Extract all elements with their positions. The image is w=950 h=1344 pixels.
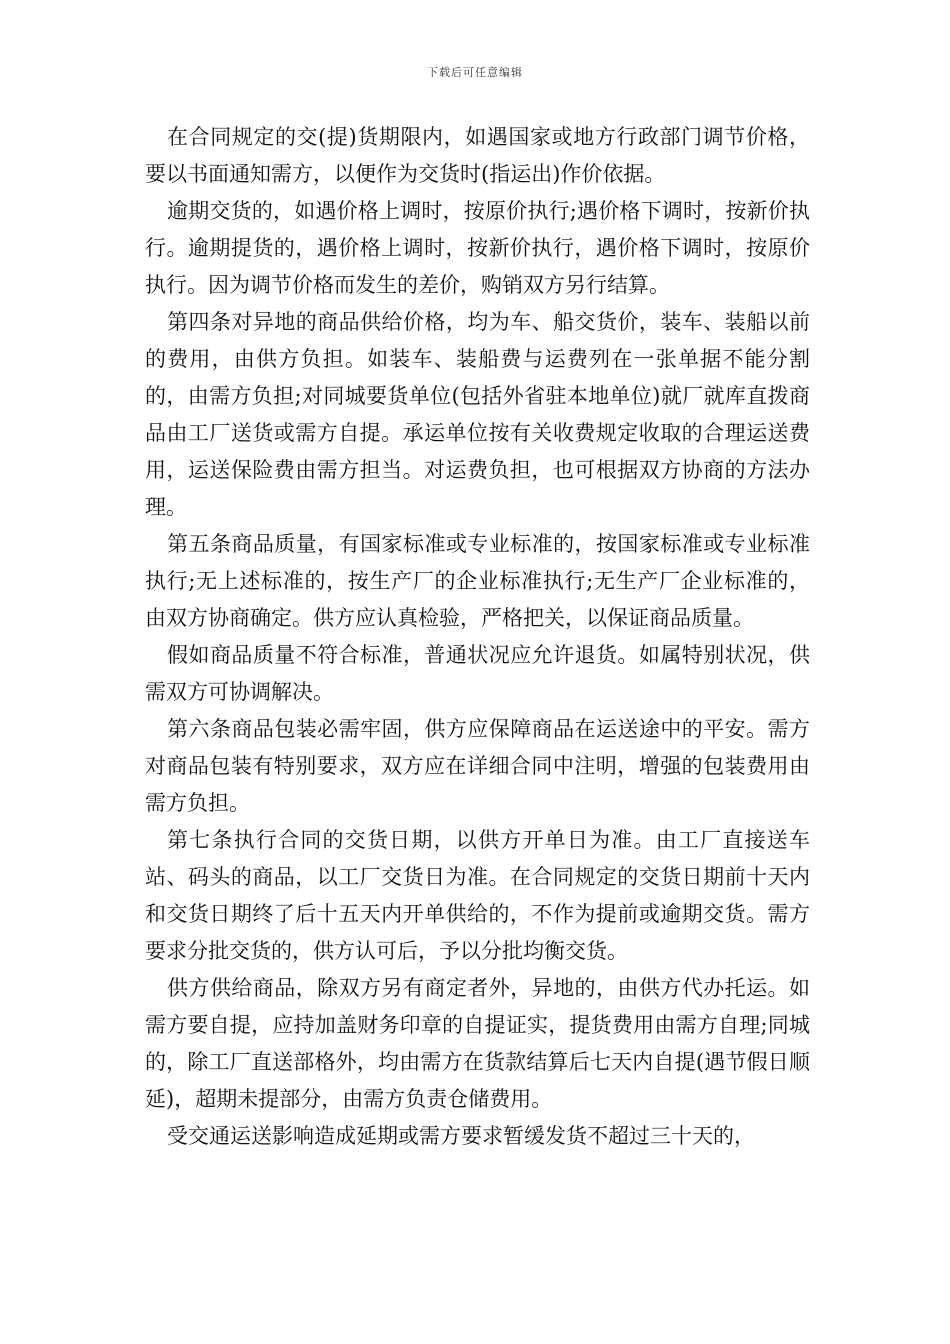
document-body [145, 119, 810, 1155]
paragraph: 在合同规定的交(提)货期限内，如遇国家或地方行政部门调节价格，要以书面通知需方，以便作为交货时(指运出)作价依据。 [145, 125, 810, 186]
page-header: 下载后可任意编辑 [427, 66, 523, 79]
paragraph: 供方供给商品，除双方另有商定者外，异地的，由供方代办托运。如需方要自提，应持加盖财务印章的自提证实，提货费用由需方自理;同城的，除工厂直送部格外，均由需方在货款结算后七天内自提(遇节假日顺延)，超期未提部分，由需方负责仓储费用。 [145, 976, 810, 1111]
paragraph: 假如商品质量不符合标准，普通状况应允许退货。如属特别状况，供需双方可协调解决。 [145, 643, 810, 704]
paragraph: 第六条商品包装必需牢固，供方应保障商品在运送途中的平安。需方对商品包装有特别要求，双方应在详细合同中注明，增强的包装费用由需方负担。 [145, 717, 810, 815]
paragraph: 第七条执行合同的交货日期，以供方开单日为准。由工厂直接送车站、码头的商品，以工厂交货日为准。在合同规定的交货日期前十天内和交货日期终了后十五天内开单供给的，不作为提前或逾期交货。需方要求分批交货的，供方认可后，予以分批均衡交货。 [145, 828, 810, 963]
paragraph: 受交通运送影响造成延期或需方要求暂缓发货不超过三十天的， [167, 1124, 756, 1148]
paragraph: 第五条商品质量，有国家标准或专业标准的，按国家标准或专业标准执行;无上述标准的，按生产厂的企业标准执行;无生产厂企业标准的，由双方协商确定。供方应认真检验，严格把关，以保证商品质量。 [145, 532, 810, 630]
paragraph: 第四条对异地的商品供给价格，均为车、船交货价，装车、装船以前的费用，由供方负担。如装车、装船费与运费列在一张单据不能分割的，由需方负担;对同城要货单位(包括外省驻本地单位)就厂就库直拨商品由工厂送货或需方自提。承运单位按有关收费规定收取的合理运送费用，运送保险费由需方担当。对运费负担，也可根据双方协商的方法办理。 [145, 310, 810, 519]
paragraph: 逾期交货的，如遇价格上调时，按原价执行;遇价格下调时，按新价执行。逾期提货的，遇价格上调时，按新价执行，遇价格下调时，按原价执行。因为调节价格而发生的差价，购销双方另行结算。 [145, 199, 810, 297]
